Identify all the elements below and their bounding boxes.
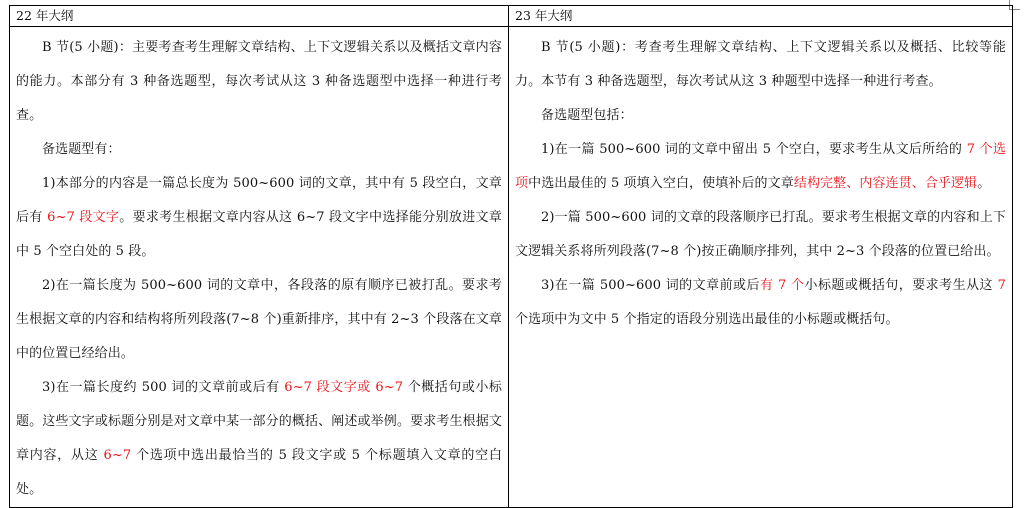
highlight-text: 结构完整、内容连贯、合乎逻辑: [793, 176, 978, 191]
right-type-1: 1)在一篇 500~600 词的文章中留出 5 个空白，要求考生从文后所给的 7 个选项中选出最佳的 5 项填入空白，使填补后的文章结构完整、内容连贯、合乎逻辑。: [515, 142, 1006, 191]
highlight-text: 6~7 段文字或 6~7: [284, 380, 404, 395]
left-type-1: 1)本部分的内容是一篇总长度为 500~600 词的文章，其中有 5 段空白，文章后有 6~7 段文字。要求考生根据文章内容从这 6~7 段文字中选择能分别放进文章中 5 个空白处的 5 段。: [16, 176, 502, 259]
left-types-heading: 备选题型有：: [42, 142, 121, 157]
right-types-heading: 备选题型包括：: [541, 108, 633, 123]
syllabus-comparison-table: [9, 5, 1013, 508]
highlight-text: 7: [997, 278, 1006, 293]
header-22-syllabus: 22 年大纲: [10, 6, 509, 27]
right-section-intro: B 节(5 小题)：考查考生理解文章结构、上下文逻辑关系以及概括、比较等能力。本节有 3 种备选题型，每次考试从这 3 种题型中选择一种进行考查。: [515, 40, 1006, 89]
table-body-row: [10, 27, 1013, 508]
highlight-text: 7 个选项: [515, 142, 1006, 191]
right-type-2: 2)一篇 500~600 词的文章的段落顺序已打乱。要求考生根据文章的内容和上下文逻辑关系将所列段落(7~8 个)按正确顺序排列，其中 2~3 个段落的位置已给出。: [515, 210, 1006, 259]
highlight-text: 有 7 个: [759, 278, 805, 293]
cell-23-syllabus: [509, 27, 1013, 508]
left-type-3: 3)在一篇长度约 500 词的文章前或后有 6~7 段文字或 6~7 个概括句或小标题。这些文字或标题分别是对文章中某一部分的概括、阐述或举例。要求考生根据文章内容，从这 6~7 个选项中选出最恰当的 5 段文字或 5 个标题填入文章的空白处。: [16, 380, 502, 497]
highlight-text: 6~7: [103, 448, 132, 463]
cell-22-syllabus: [10, 27, 509, 508]
header-23-syllabus: 23 年大纲: [509, 6, 1013, 27]
right-type-3: 3)在一篇 500~600 词的文章前或后有 7 个小标题或概括句，要求考生从这 7 个选项中为文中 5 个指定的语段分别选出最佳的小标题或概括句。: [515, 278, 1006, 327]
highlight-text: 6~7 段文字: [47, 210, 120, 225]
left-section-intro: B 节(5 小题)：主要考查考生理解文章结构、上下文逻辑关系以及概括文章内容的能力。本部分有 3 种备选题型，每次考试从这 3 种备选题型中选择一种进行考查。: [16, 40, 502, 123]
table-header-row: [10, 6, 1013, 27]
left-type-2: 2)在一篇长度为 500~600 词的文章中，各段落的原有顺序已被打乱。要求考生根据文章的内容和结构将所列段落(7~8 个)重新排序，其中有 2~3 个段落在文章中的位置已经给出。: [16, 278, 502, 361]
